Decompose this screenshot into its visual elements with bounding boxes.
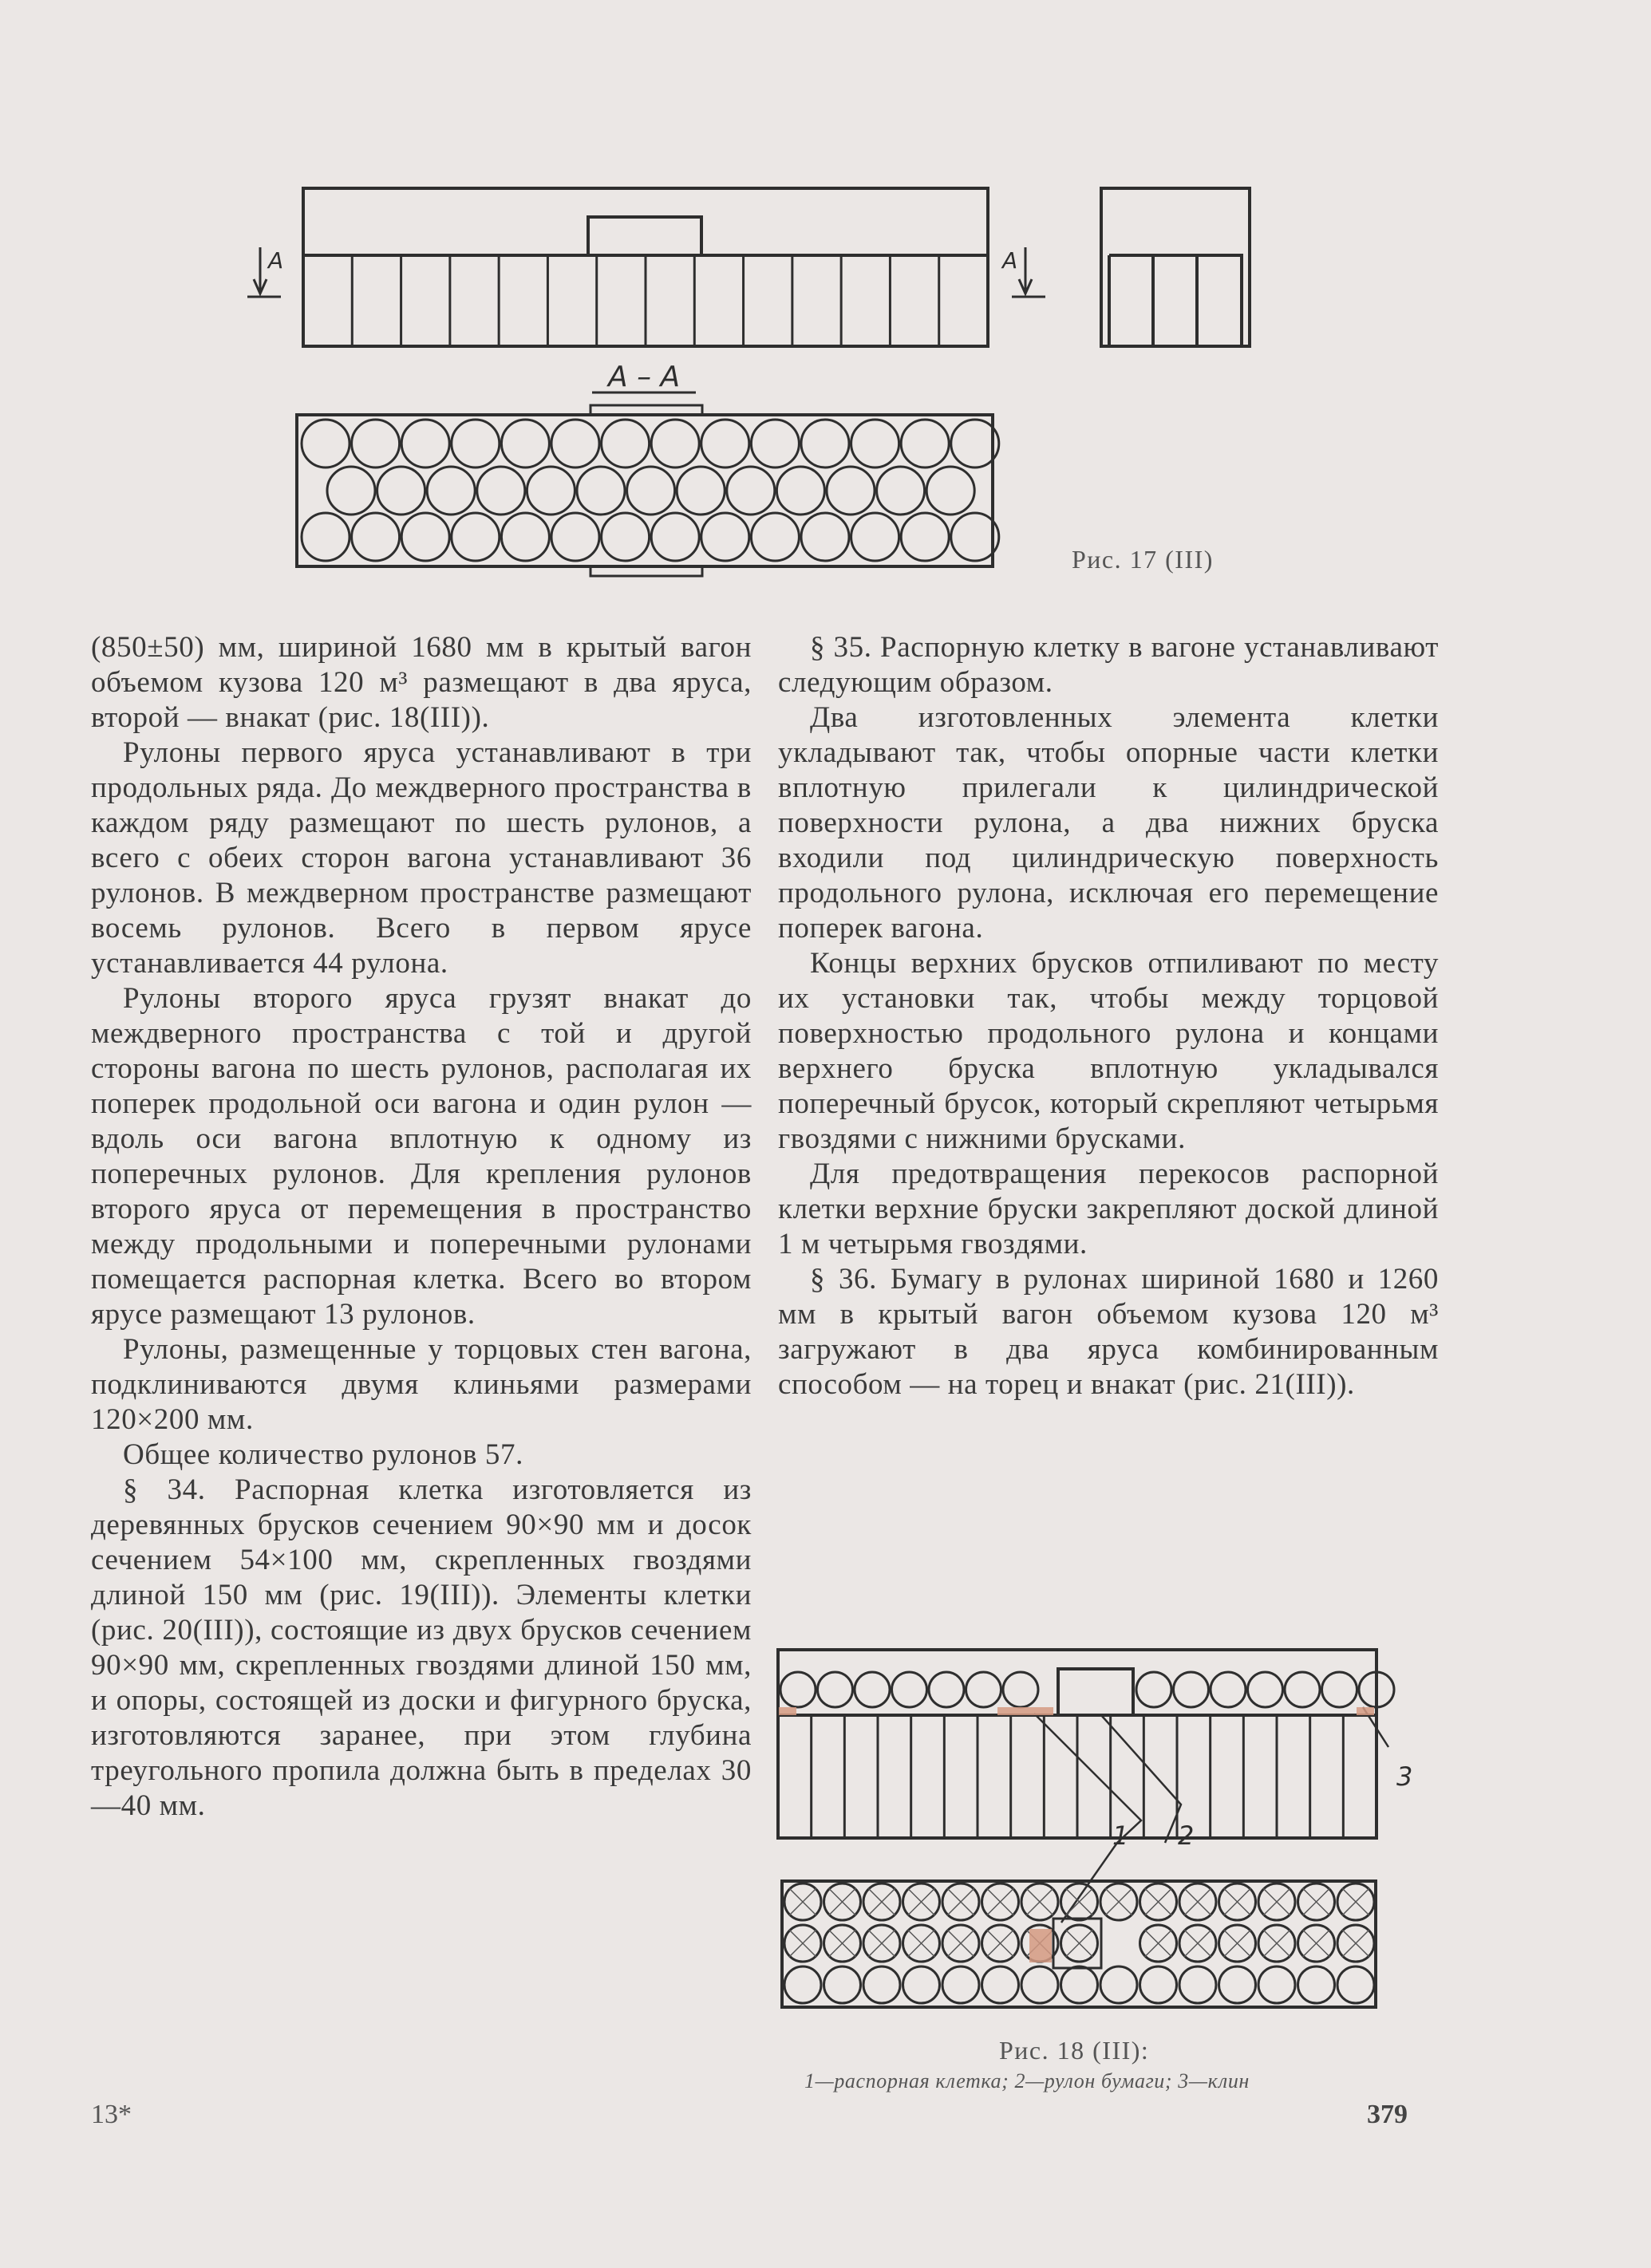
paragraph: § 36. Бумагу в рулонах шириной 1680 и 1260 мм в крытый вагон объемом кузова 120 м³ загружают в два яруса комбинированным способом — на торец и внакат (рис. 21(III)). xyxy=(778,1263,1439,1401)
roll-circle xyxy=(855,1672,890,1707)
roll-circle xyxy=(701,513,749,561)
roll-circle xyxy=(1285,1672,1320,1707)
roll-circle xyxy=(302,420,350,467)
roll-circle xyxy=(602,420,650,467)
roll-circle xyxy=(677,467,725,515)
roll-circle xyxy=(701,420,749,467)
roll-circle xyxy=(1061,1966,1098,2003)
section-label: А – А xyxy=(608,361,681,393)
paragraph: § 34. Распорная клетка изготовляется из деревянных брусков сечением 90×90 мм и досок сечением 54×100 мм, скрепленных гвоздями длиной 150 мм (рис. 19(III)). Элементы клетки (рис. 20(III)), состоящие из двух брусков сечением 90×90 мм, скрепленных гвоздями длиной 150 мм, и опоры, состоящей из доски и фигурного бруска, изготовляются заранее, при этом глубина треугольного пропила должна быть в пределах 30—40 мм. xyxy=(91,1473,752,1822)
roll-circle xyxy=(1258,1966,1295,2003)
roll-circle xyxy=(401,513,449,561)
figure-18-legend xyxy=(804,2069,1250,2093)
roll-circle xyxy=(863,1966,900,2003)
roll-circle xyxy=(401,420,449,467)
legend-item-1: 1—распорная клетка; xyxy=(804,2069,1015,2092)
roll-circle xyxy=(751,420,799,467)
roll-circle xyxy=(901,513,949,561)
figure-17 xyxy=(0,0,1651,606)
roll-circle xyxy=(501,513,549,561)
roll-circle xyxy=(903,1966,940,2003)
roll-circle xyxy=(926,467,974,515)
page-number: 379 xyxy=(1367,2100,1408,2129)
roll-circle xyxy=(527,467,575,515)
roll-circle xyxy=(1219,1966,1256,2003)
roll-circle xyxy=(877,467,925,515)
roll-circle xyxy=(727,467,775,515)
roll-circle xyxy=(377,467,425,515)
roll-circle xyxy=(477,467,525,515)
roll-circle xyxy=(452,420,500,467)
roll-circle xyxy=(577,467,625,515)
roll-circle xyxy=(1136,1672,1171,1707)
roll-circle xyxy=(827,467,875,515)
roll-circle xyxy=(352,420,400,467)
roll-circle xyxy=(1211,1672,1246,1707)
roll-circle xyxy=(966,1672,1001,1707)
roll-circle xyxy=(1248,1672,1283,1707)
roll-circle xyxy=(627,467,675,515)
roll-circle xyxy=(1021,1966,1058,2003)
roll-circle xyxy=(1337,1966,1374,2003)
roll-circle xyxy=(1322,1672,1357,1707)
paragraph: Рулоны первого яруса устанавливают в три продольных ряда. До междверного пространства в каждом ряду размещают по шесть рулонов, а всего с обеих сторон вагона устанавливают 36 рулонов. В междверном пространстве размещают восемь рулонов. Всего в первом ярусе устанавливается 44 рулона. xyxy=(91,736,752,980)
figure-17-caption: Рис. 17 (III) xyxy=(1072,545,1214,574)
figure-18-caption: Рис. 18 (III): xyxy=(999,2036,1150,2065)
arrow-label-right: А xyxy=(1002,247,1018,274)
roll-circle xyxy=(1174,1672,1209,1707)
roll-circle xyxy=(427,467,475,515)
paragraph: Рулоны, размещенные у торцовых стен вагона, подклиниваются двумя клиньями размерами 120×200 мм. xyxy=(91,1333,752,1436)
wagon-end-view xyxy=(1101,188,1250,346)
paragraph: Рулоны второго яруса грузят внакат до междверного пространства с той и другой стороны вагона по шесть рулонов, располагая их поперек продольной оси вагона и один рулон — вдоль оси вагона вплотную к одному из поперечных рулонов. Для крепления рулонов второго яруса от перемещения в пространство между продольными и поперечными рулонами помещается распорная клетка. Всего во втором ярусе размещают 13 рулонов. xyxy=(91,982,752,1331)
roll-circle xyxy=(784,1966,821,2003)
roll-circle xyxy=(824,1966,861,2003)
paragraph: § 35. Распорную клетку в вагоне устанавливают следующим образом. xyxy=(778,631,1439,699)
callout-3: 3 xyxy=(1396,1761,1413,1792)
paragraph: (850±50) мм, шириной 1680 мм в крытый вагон объемом кузова 120 м³ размещают в два яруса, второй — внакат (рис. 18(III)). xyxy=(91,631,752,734)
roll-circle xyxy=(651,420,699,467)
roll-circle xyxy=(851,420,899,467)
roll-circle xyxy=(892,1672,927,1707)
roll-circle xyxy=(1298,1966,1335,2003)
roll-circle xyxy=(551,513,599,561)
signature-mark: 13* xyxy=(91,2100,132,2129)
roll-circle xyxy=(818,1672,853,1707)
spreader-cage-side xyxy=(1058,1669,1133,1715)
paragraph: Для предотвращения перекосов распорной клетки верхние бруски закрепляют доской длиной 1 м четырьмя гвоздями. xyxy=(778,1158,1439,1260)
roll-circle xyxy=(751,513,799,561)
roll-circle xyxy=(501,420,549,467)
roll-circle xyxy=(1100,1966,1137,2003)
roll-circle xyxy=(327,467,375,515)
figure-18 xyxy=(0,1627,1651,2058)
roll-circle xyxy=(801,513,849,561)
roll-circle xyxy=(901,420,949,467)
roll-circle xyxy=(776,467,824,515)
legend-item-3: 3—клин xyxy=(1178,2069,1250,2092)
roll-circle xyxy=(801,420,849,467)
roll-circle xyxy=(942,1966,979,2003)
roll-circle xyxy=(929,1672,964,1707)
roll-circle xyxy=(851,513,899,561)
paragraph: Два изготовленных элемента клетки укладывают так, чтобы опорные части клетки вплотную прилегали к цилиндрической поверхности рулона, а два нижних бруска входили под цилиндрическую поверхность продольного рулона, исключая его перемещение поперек вагона. xyxy=(778,701,1439,945)
paragraph: Общее количество рулонов 57. xyxy=(123,1438,523,1471)
roll-circle xyxy=(302,513,350,561)
roll-circle xyxy=(1003,1672,1038,1707)
roll-circle xyxy=(651,513,699,561)
roll-circle xyxy=(982,1966,1019,2003)
callout-2: 2 xyxy=(1178,1820,1195,1851)
door-box xyxy=(588,217,701,255)
right-column xyxy=(778,630,1439,1402)
arrow-label-left: А xyxy=(268,247,284,274)
roll-circle xyxy=(1179,1966,1216,2003)
legend-item-2: 2—рулон бумаги; xyxy=(1014,2069,1179,2092)
roll-circle xyxy=(780,1672,816,1707)
paragraph: Концы верхних брусков отпиливают по месту их установки так, чтобы между торцовой поверхностью продольного рулона и концами верхнего бруска вплотную укладывался поперечный брусок, который скрепляют четырьмя гвоздями с нижними брусками. xyxy=(778,947,1439,1155)
callout-1: 1 xyxy=(1112,1820,1129,1851)
roll-circle xyxy=(551,420,599,467)
roll-circle xyxy=(452,513,500,561)
roll-circle xyxy=(1140,1966,1177,2003)
roll-circle xyxy=(352,513,400,561)
roll-circle xyxy=(602,513,650,561)
